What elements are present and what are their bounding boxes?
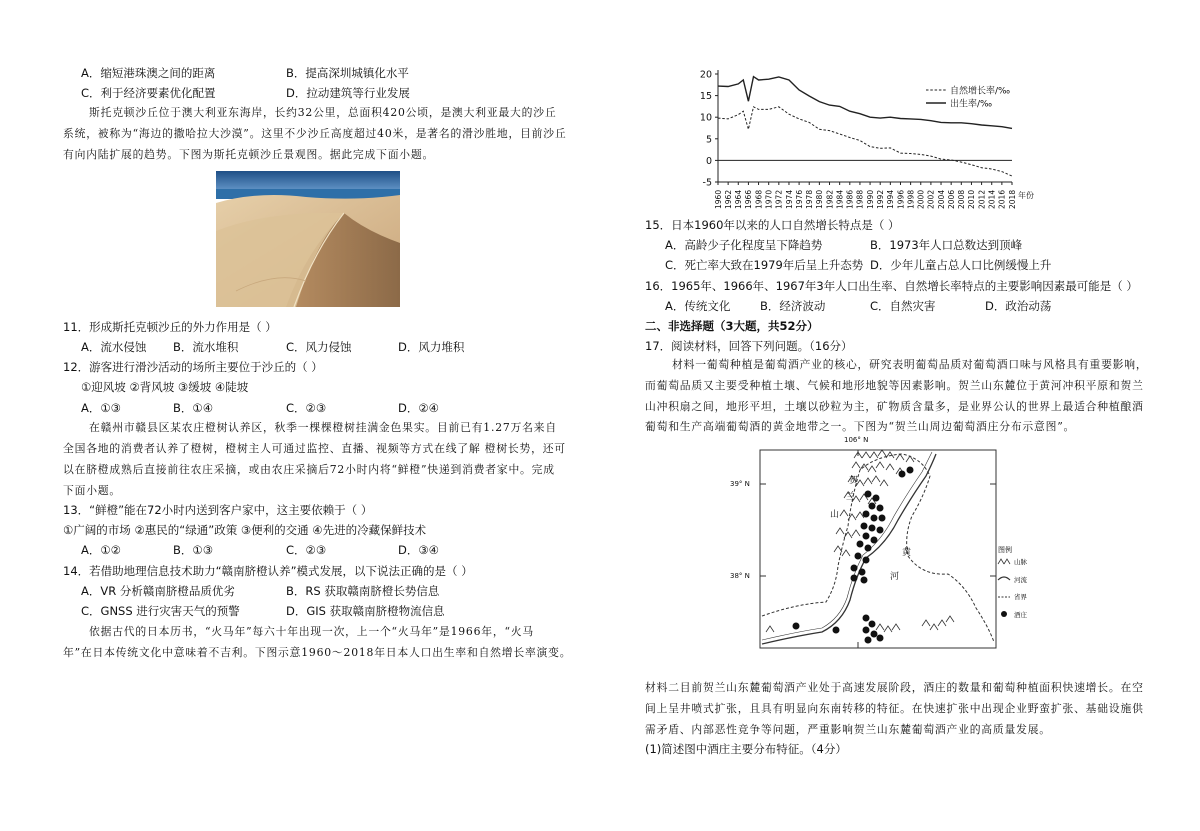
x-tick-label: 1980 [815,189,825,209]
option-b: B．经济波动 [760,299,826,313]
x-tick-label: 1970 [764,189,774,209]
x-tick-label: 1996 [896,189,906,209]
svg-text:酒庄: 酒庄 [1014,611,1027,619]
x-tick-label: 2000 [916,189,926,209]
legend-title: 图例 [998,546,1012,554]
option-d: D．②④ [398,401,439,415]
option-a: A．流水侵蚀 [81,340,147,354]
x-tick-label: 1988 [855,189,865,209]
passage-line: 以在脐橙成熟后直接前往农庄采摘，或由农庄采摘后72小时内将“鲜橙”快递到消费者家中。完成 [63,463,555,476]
option-d: D．少年儿童占总人口比例缓慢上升 [870,258,1052,272]
option-b: B．1973年人口总数达到顶峰 [870,238,1023,252]
japan-population-chart [690,64,1070,214]
x-unit-label: 年份 [1018,191,1034,200]
helan-winery-map [726,436,1036,656]
option-b: B．①③ [173,543,214,557]
option-d: D．风力堆积 [398,340,465,354]
question-12-items: ①迎风坡 ②背风坡 ③缓坡 ④陡坡 [81,380,249,394]
x-tick-label: 1974 [784,189,794,209]
map-legend [998,545,1028,619]
question-13-stem: 13．“鲜橙”能在72小时内送到客户家中，这主要依赖于（ ） [63,503,373,517]
option-c: C．风力侵蚀 [286,340,352,354]
option-c: C．死亡率大致在1979年后呈上升态势 [665,258,864,272]
map-longitude-label: 106° N [844,436,869,444]
y-tick-label: 15 [699,91,712,103]
x-tick-label: 1968 [754,189,764,209]
natural-growth-rate-line [718,107,1012,176]
map-mountain-label: 山 [830,510,840,520]
y-tick-label: 0 [705,155,712,167]
y-tick-label: 10 [699,112,712,124]
material-line: 需矛盾、内部恶性竞争等问题，严重影响贺兰山东麓葡萄酒产业的高质量发展。 [645,723,1051,736]
passage-line: 有向内陆扩展的趋势。下图为斯托克顿沙丘景观图。据此完成下面小题。 [63,148,435,161]
legend-label: 自然增长率/‰ [950,86,1011,97]
x-tick-label: 2012 [977,189,987,209]
x-tick-label: 2014 [987,189,997,209]
option-a: A．①② [81,543,121,557]
passage-line: 在赣州市赣县区某农庄橙树认养区，秋季一棵棵橙树挂满金色果实。目前已有1.27万名来自 [89,421,557,434]
option-a: A．VR 分析赣南脐橙品质优劣 [81,584,235,598]
material-line: 葡萄和生产高端葡萄酒的黄金地带之一。下图为“贺兰山周边葡萄酒庄分布示意图”。 [645,420,1076,433]
x-tick-label: 2002 [926,189,936,209]
option-c: C．②③ [286,543,327,557]
x-tick-label: 1998 [906,189,916,209]
material-line: 而葡萄品质又主要受种植土壤、气候和地形地貌等因素影响。贺兰山东麓位于黄河冲积平原和贺兰 [645,379,1144,392]
x-tick-label: 2018 [1007,189,1017,209]
material-line: 山冲积扇之间，地形平坦，土壤以砂粒为主，矿物质含量多，是业界公认的世界上最适合种植酿酒 [645,400,1144,413]
x-tick-label: 1962 [723,189,733,209]
option-c: C．利于经济要素优化配置 [81,86,216,100]
option-b: B．流水堆积 [173,340,239,354]
x-tick-label: 1964 [734,189,744,209]
legend-label: 出生率/‰ [950,99,993,110]
option-d: D．政治动荡 [985,299,1052,313]
question-12-stem: 12．游客进行滑沙活动的场所主要位于沙丘的（ ） [63,360,323,374]
svg-text:山脉: 山脉 [1014,558,1027,566]
x-tick-label: 1994 [886,189,896,209]
material-line: 材料二目前贺兰山东麓葡萄酒产业处于高速发展阶段，酒庄的数量和葡萄种植面积快速增长。在空 [645,681,1144,694]
stockton-dune-photo [216,171,400,307]
question-11-stem: 11．形成斯托克顿沙丘的外力作用是（ ） [63,320,277,334]
question-15-stem: 15．日本1960年以来的人口自然增长特点是（ ） [645,218,900,232]
x-tick-label: 1966 [744,189,754,209]
map-river-label: 黄 [902,548,912,558]
svg-text:省界: 省界 [1014,593,1027,601]
x-tick-label: 2016 [997,189,1007,209]
map-latitude-label: 39° N [730,480,750,488]
option-c: C．自然灾害 [870,299,936,313]
option-a: A．高龄少子化程度呈下降趋势 [665,238,823,252]
x-tick-label: 2006 [946,189,956,209]
x-tick-label: 1992 [876,189,886,209]
passage-line: 系统，被称为“海边的撒哈拉大沙漠”。这里不少沙丘高度超过40米，是著名的滑沙胜地，目前沙丘 [63,127,567,140]
passage-line: 斯托克顿沙丘位于澳大利亚东海岸，长约32公里，总面积420公顷，是澳大利亚最大的沙丘 [89,106,557,119]
question-17-stem: 17．阅读材料，回答下列问题。（16分） [645,339,853,353]
x-tick-label: 1972 [774,189,784,209]
option-a: A．缩短港珠澳之间的距离 [81,66,216,80]
x-tick-label: 2004 [936,189,946,209]
passage-line: 年”在日本传统文化中意味着不吉利。下图示意1960～2018年日本人口出生率和自然增长率演变。 [63,646,572,659]
svg-text:河流: 河流 [1014,576,1027,584]
material-line: 间上呈井喷式扩张，且具有明显向东南转移的特征。在快速扩张中出现企业野蛮扩张、基础设施供 [645,702,1144,715]
map-latitude-label: 38° N [730,572,750,580]
option-d: D．拉动建筑等行业发展 [286,86,410,100]
option-a: A．①③ [81,401,121,415]
y-tick-label: -5 [702,177,712,189]
y-tick-label: 20 [699,69,712,81]
x-tick-label: 1976 [794,189,804,209]
passage-line: 下面小题。 [63,484,121,497]
option-b: B．RS 获取赣南脐橙长势信息 [286,584,440,598]
passage-line: 依据古代的日本历书，“火马年”每六十年出现一次，上一个“火马年”是1966年，“火马 [89,625,534,638]
question-14-stem: 14．若借助地理信息技术助力“赣南脐橙认养”模式发展，以下说法正确的是（ ） [63,564,473,578]
x-tick-label: 1984 [835,189,845,209]
option-d: D．GIS 获取赣南脐橙物流信息 [286,604,445,618]
x-tick-label: 1986 [845,189,855,209]
option-c: C．GNSS 进行灾害天气的预警 [81,604,240,618]
y-tick-label: 5 [705,134,712,146]
question-16-stem: 16．1965年、1966年、1967年3年人口出生率、自然增长率特点的主要影响因素最可能是（ ） [645,279,1138,293]
option-d: D．③④ [398,543,439,557]
question-13-items: ①广阔的市场 ②惠民的“绿通”政策 ③便利的交通 ④先进的冷藏保鲜技术 [63,523,427,537]
x-tick-label: 2010 [967,189,977,209]
x-tick-label: 1990 [865,189,875,209]
map-mountain-label: 兰 [846,492,856,502]
x-tick-label: 1978 [805,189,815,209]
map-mountain-label: 贺 [849,476,859,486]
x-tick-label: 1982 [825,189,835,209]
option-b: B．①④ [173,401,214,415]
option-b: B．提高深圳城镇化水平 [286,66,409,80]
material-line: 材料一葡萄种植是葡萄酒产业的核心，研究表明葡萄品质对葡萄酒口味与风格具有重要影响， [672,358,1148,371]
x-tick-label: 1960 [713,189,723,209]
map-river-label: 河 [890,572,900,582]
option-a: A．传统文化 [665,299,731,313]
question-17-1: (1)简述图中酒庄主要分布特征。（4分） [645,742,847,756]
passage-line: 全国各地的消费者认养了橙树，橙树主人可通过监控、直播、视频等方式在线了解 橙树长势，还可 [63,442,566,455]
x-tick-label: 2008 [957,189,967,209]
option-c: C．②③ [286,401,327,415]
section-heading: 二、非选择题（3大题，共52分） [645,319,819,333]
